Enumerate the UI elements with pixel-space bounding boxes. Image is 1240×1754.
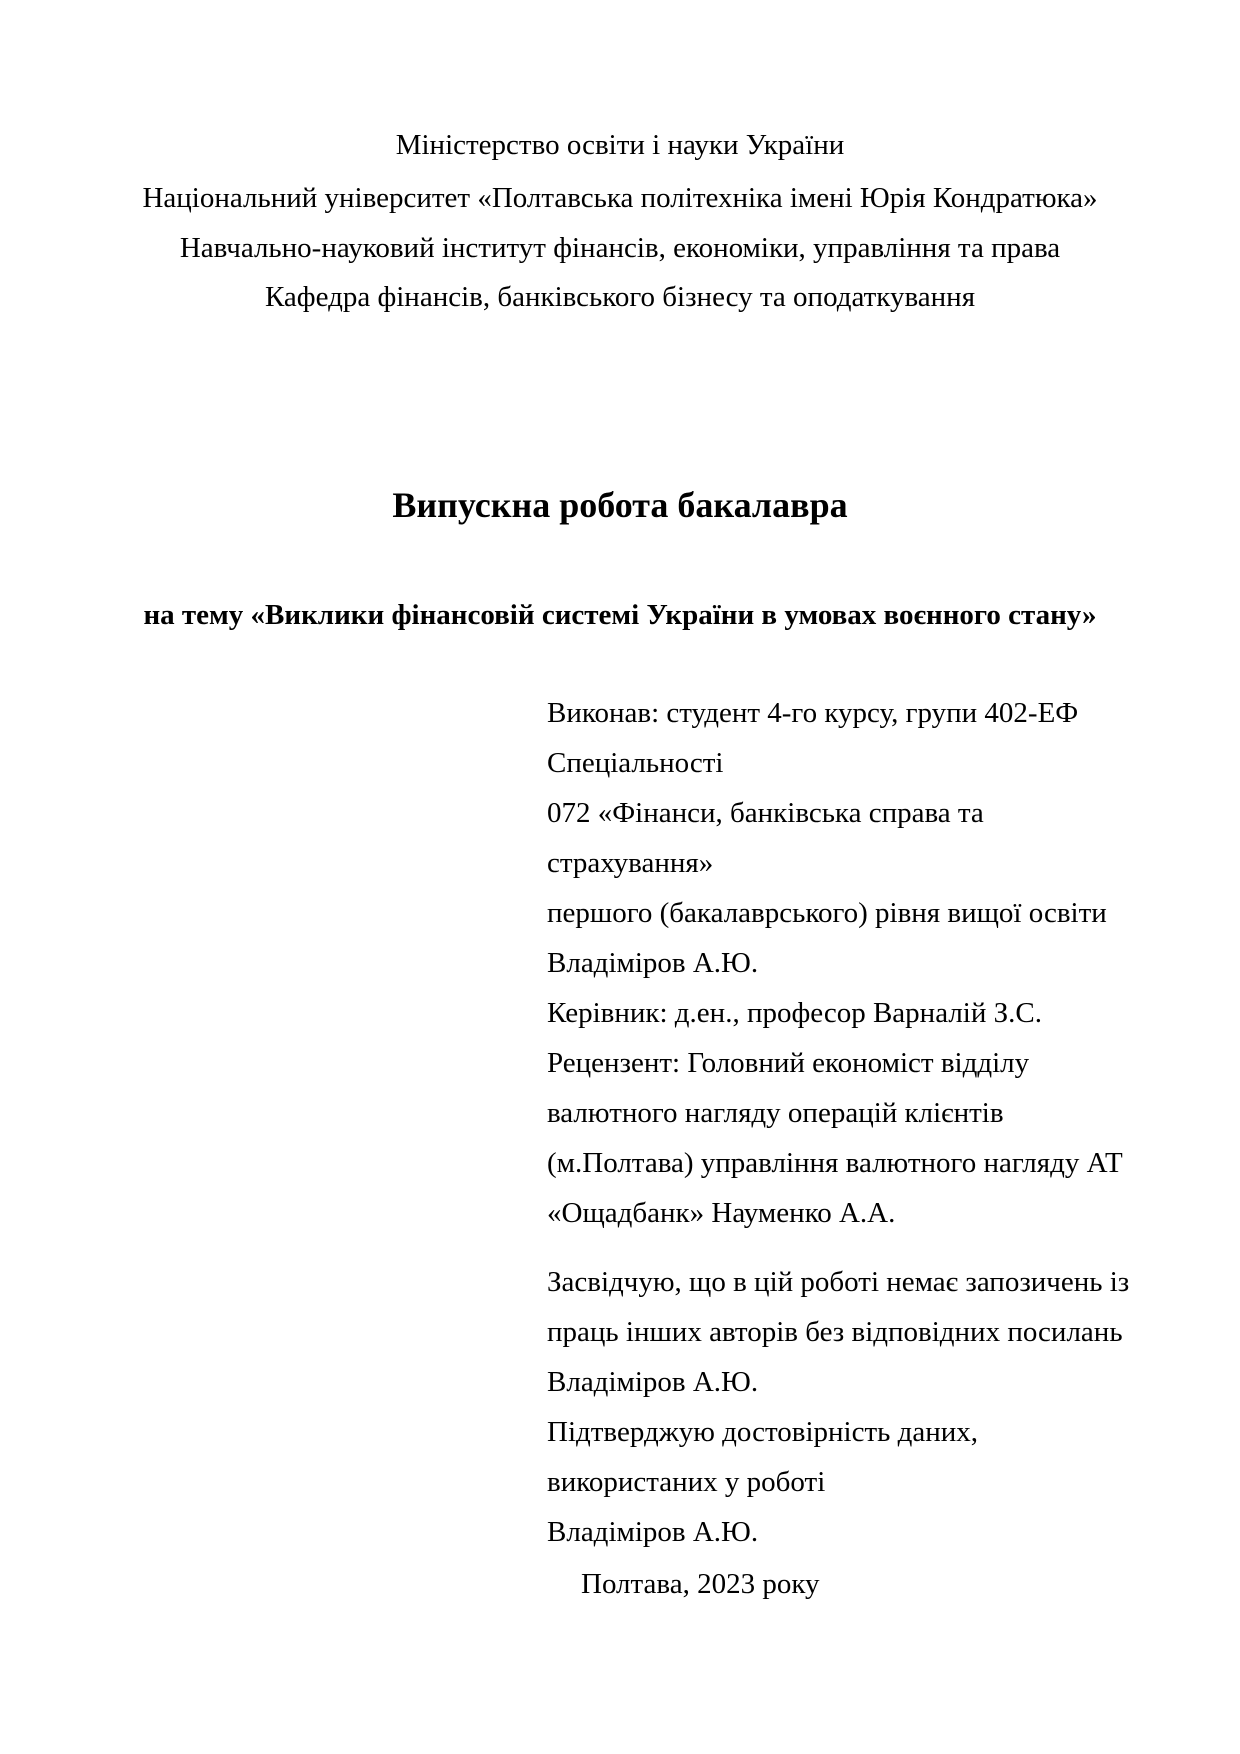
declaration-line: Підтверджую достовірність даних, bbox=[547, 1416, 979, 1448]
declaration-line: використаних у роботі bbox=[547, 1466, 826, 1498]
declaration-line: Засвідчую, що в цій роботі немає запозичень із bbox=[547, 1266, 1130, 1298]
declaration-line: Владіміров А.Ю. bbox=[547, 1366, 759, 1398]
header-institute: Навчально-науковий інститут фінансів, економіки, управління та права bbox=[179, 232, 1061, 264]
details-line: першого (бакалаврського) рівня вищої освіти bbox=[547, 897, 1107, 929]
place-year: Полтава, 2023 року bbox=[581, 1568, 820, 1600]
details-line: Керівник: д.ен., професор Варналій З.С. bbox=[547, 997, 1042, 1029]
details-line: Спеціальності bbox=[547, 747, 724, 779]
header-university: Національний університет «Полтавська політехніка імені Юрія Кондратюка» bbox=[142, 182, 1098, 214]
details-line: 072 «Фінанси, банківська справа та bbox=[547, 797, 984, 829]
details-line: валютного нагляду операцій клієнтів bbox=[547, 1097, 1004, 1129]
header-ministry: Міністерство освіти і науки України bbox=[395, 129, 845, 161]
details-line: Виконав: студент 4-го курсу, групи 402-ЕФ bbox=[547, 697, 1079, 729]
details-line: Владіміров А.Ю. bbox=[547, 947, 759, 979]
header-department: Кафедра фінансів, банківського бізнесу та оподаткування bbox=[264, 281, 976, 313]
document-title: Випускна робота бакалавра bbox=[392, 485, 848, 525]
declaration-line: Владіміров А.Ю. bbox=[547, 1516, 759, 1548]
details-line: «Ощадбанк» Науменко А.А. bbox=[547, 1197, 896, 1229]
details-line: Рецензент: Головний економіст відділу bbox=[547, 1047, 1030, 1079]
details-line: (м.Полтава) управління валютного нагляду АТ bbox=[547, 1147, 1123, 1179]
thesis-topic: на тему «Виклики фінансовій системі України в умовах воєнного стану» bbox=[143, 599, 1097, 631]
declaration-line: праць інших авторів без відповідних посилань bbox=[547, 1316, 1123, 1348]
details-line: страхування» bbox=[547, 847, 714, 879]
